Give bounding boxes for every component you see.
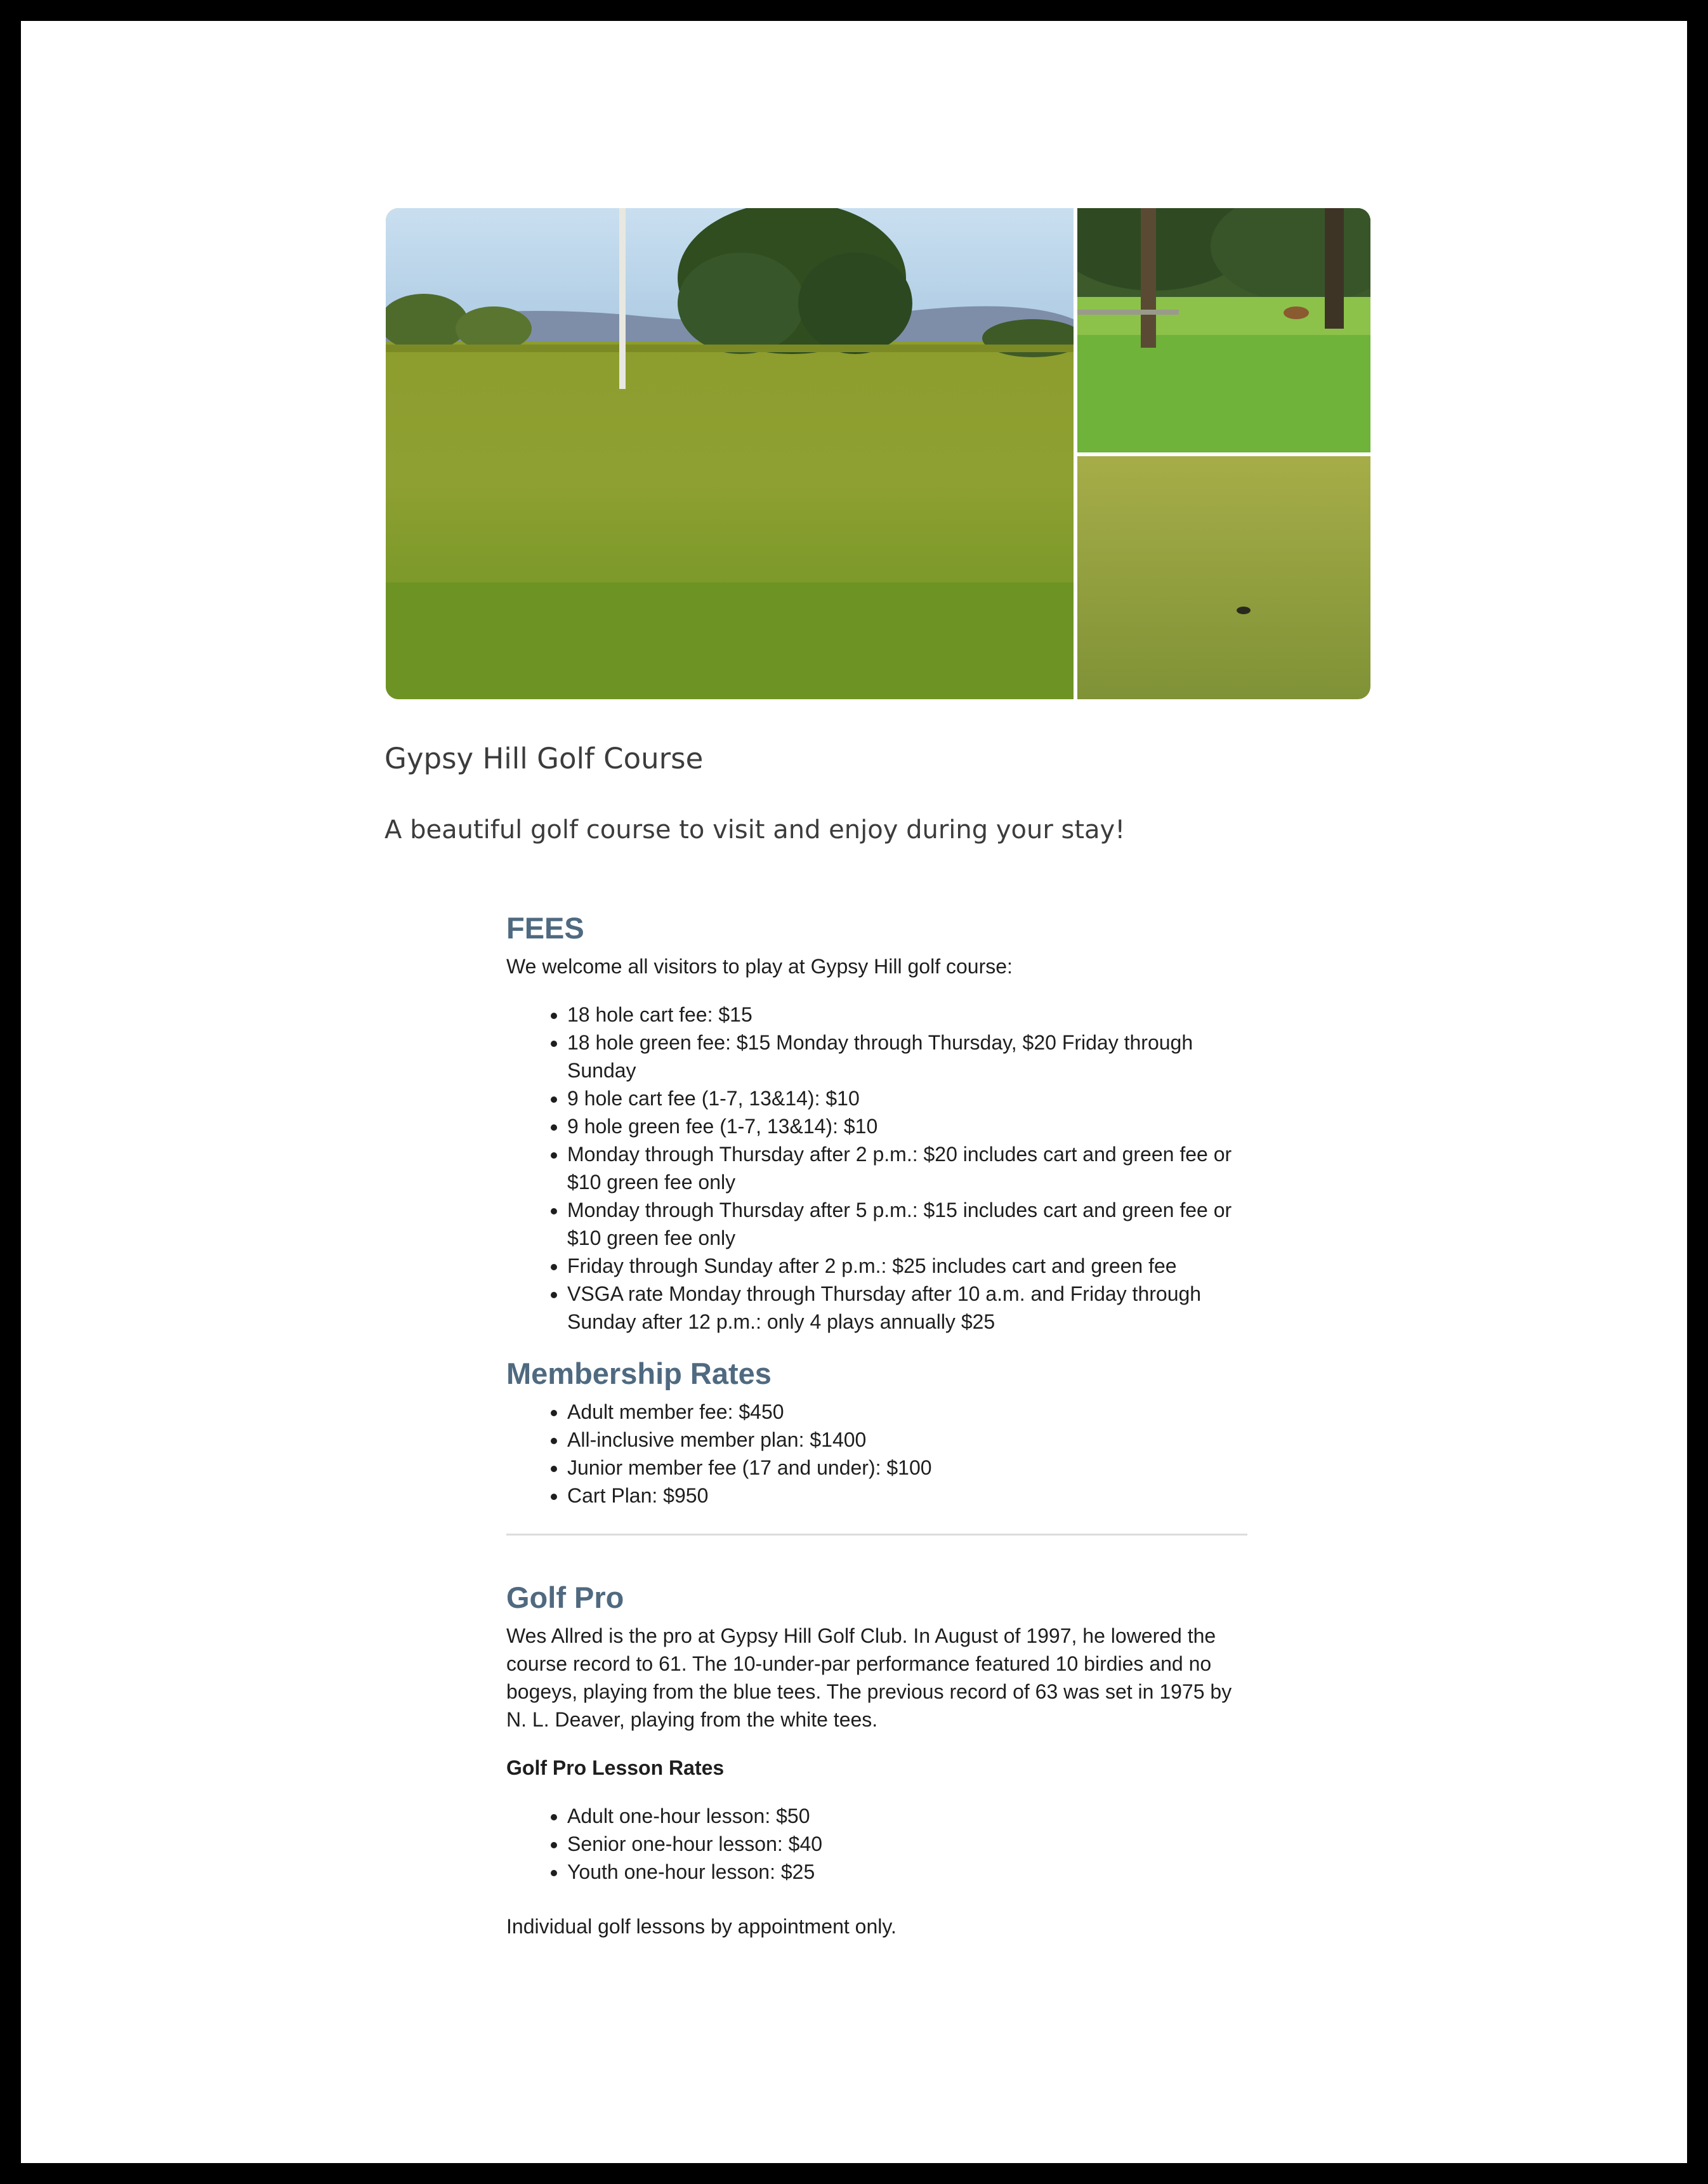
list-item: • Senior one-hour lesson: $40 <box>567 1830 1247 1858</box>
wooded-fairway-deer-image[interactable] <box>1077 208 1370 452</box>
lesson-note: Individual golf lessons by appointment only. <box>506 1915 897 1938</box>
list-item: • 18 hole green fee: $15 Monday through Thursday, $20 Friday through Sunday <box>567 1029 1247 1084</box>
list-item: • VSGA rate Monday through Thursday after 10 a.m. and Friday through Sunday after 12 p.m.: only 4 plays annually $25 <box>567 1280 1247 1336</box>
site-tagline: A beautiful golf course to visit and enjoy during your stay! <box>384 815 1126 845</box>
golf-green-flagstick-image-graphic <box>386 208 1074 699</box>
wooded-fairway-deer-image-graphic <box>1077 208 1370 452</box>
list-item: • Cart Plan: $950 <box>567 1482 1247 1510</box>
list-item: • Adult member fee: $450 <box>567 1398 1247 1426</box>
list-item: • 9 hole green fee (1-7, 13&14): $10 <box>567 1112 1247 1140</box>
putting-green-cup-image-graphic <box>1077 456 1370 699</box>
lesson-rates-heading-text: Golf Pro Lesson Rates <box>506 1756 725 1779</box>
membership-heading: Membership Rates <box>506 1357 772 1390</box>
list-item: • Youth one-hour lesson: $25 <box>567 1858 1247 1886</box>
list-item: • 18 hole cart fee: $15 <box>567 1001 1247 1029</box>
list-item: • Monday through Thursday after 2 p.m.: $20 includes cart and green fee or $10 green fee only <box>567 1140 1247 1196</box>
golf-green-flagstick-image[interactable] <box>386 208 1074 699</box>
membership-list <box>506 1398 1247 1510</box>
main-content <box>506 909 1247 1940</box>
list-item: • All-inclusive member plan: $1400 <box>567 1426 1247 1454</box>
list-item: • Friday through Sunday after 2 p.m.: $25 includes cart and green fee <box>567 1252 1247 1280</box>
site-title: Gypsy Hill Golf Course <box>384 742 704 775</box>
list-item: • Junior member fee (17 and under): $100 <box>567 1454 1247 1482</box>
lesson-rates-heading <box>506 1754 1247 1782</box>
photo-gallery[interactable] <box>386 208 1370 699</box>
list-item: • 9 hole cart fee (1-7, 13&14): $10 <box>567 1084 1247 1112</box>
page-canvas <box>21 21 1687 2163</box>
lesson-rates-list <box>506 1802 1247 1886</box>
fees-intro: We welcome all visitors to play at Gypsy Hill golf course: <box>506 955 1013 978</box>
fees-heading: FEES <box>506 911 584 945</box>
section-divider <box>506 1534 1247 1536</box>
list-item: • Monday through Thursday after 5 p.m.: $15 includes cart and green fee or $10 green fee only <box>567 1196 1247 1252</box>
list-item: • Adult one-hour lesson: $50 <box>567 1802 1247 1830</box>
fees-list <box>506 1001 1247 1336</box>
golf-pro-heading: Golf Pro <box>506 1581 624 1614</box>
golf-pro-bio: Wes Allred is the pro at Gypsy Hill Golf Club. In August of 1997, he lowered the course record to 61. The 10-under-par performance featured 10 birdies and no bogeys, playing from the blue tees. The previous record of 63 was set in 1975 by N. L. Deaver, playing from the white tees. <box>506 1624 1232 1731</box>
putting-green-cup-image[interactable] <box>1077 456 1370 699</box>
